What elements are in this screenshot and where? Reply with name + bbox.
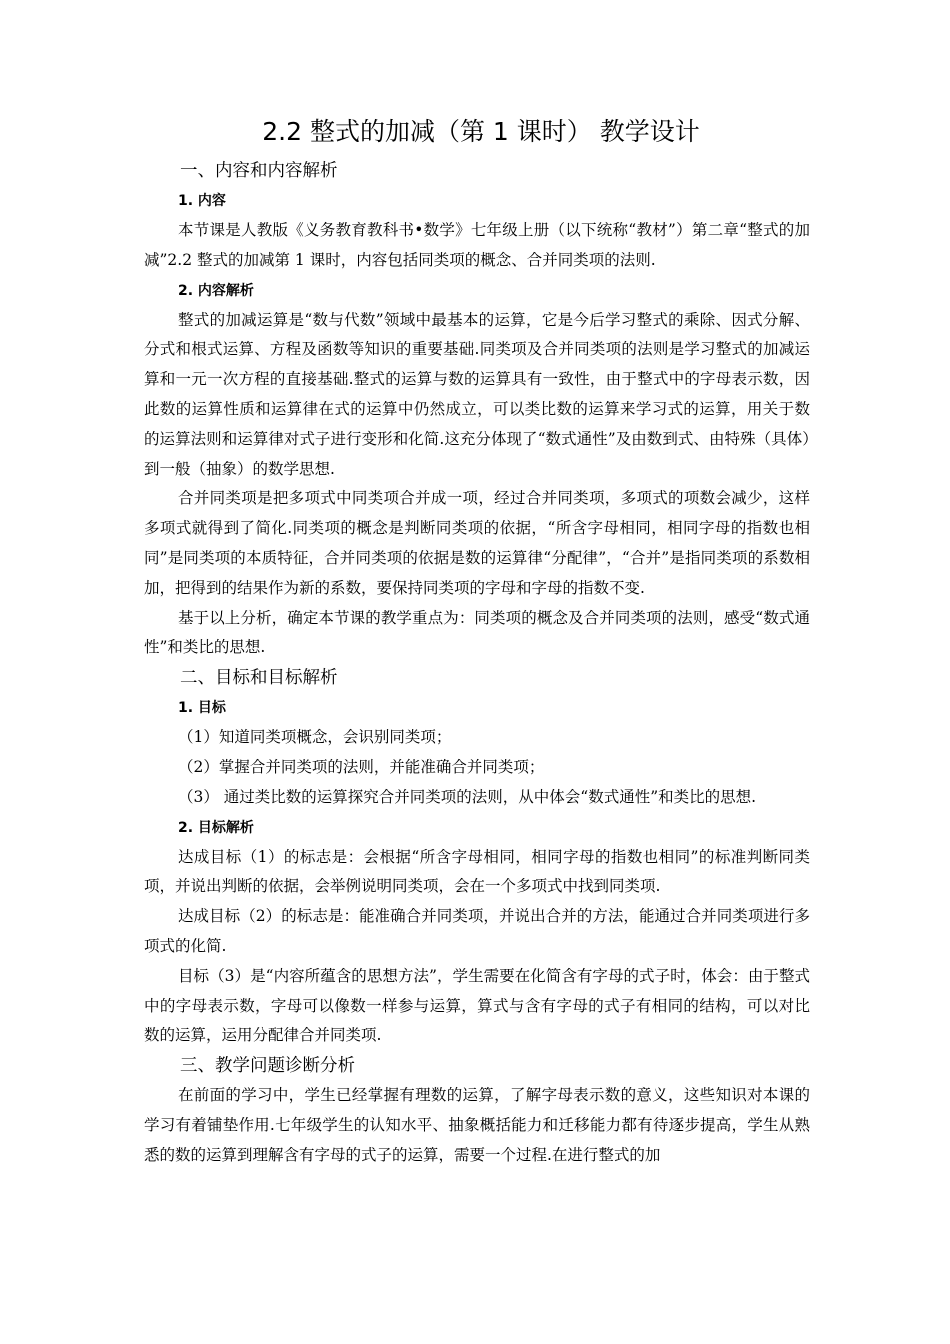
paragraph-analysis-1: 整式的加减运算是“数与代数”领域中最基本的运算，它是今后学习整式的乘除、因式分解、分式和根式运算、方程及函数等知识的重要基础.同类项及合并同类项的法则是学习整式的加减运算和一元一次方程的直接基础.整式的运算与数的运算具有一致性，由于整式中的字母表示数，因此数的运算性质和运算律在式的运算中仍然成立，可以类比数的运算来学习式的运算，用关于数的运算法则和运算律对式子进行变形和化简.这充分体现了“数式通性”及由数到式、由特殊（具体）到一般（抽象）的数学思想. xyxy=(144,310,810,478)
subsection-heading-goal-analysis: 2. 目标解析 xyxy=(178,819,254,836)
document-title: 2.2 整式的加减（第 1 课时） 教学设计 xyxy=(262,117,700,146)
goal-item-3: （3） 通过类比数的运算探究合并同类项的法则，从中体会“数式通性”和类比的思想. xyxy=(178,787,757,806)
section-heading-diagnosis: 三、教学问题诊断分析 xyxy=(180,1056,355,1077)
paragraph-analysis-2: 合并同类项是把多项式中同类项合并成一项，经过合并同类项，多项式的项数会减少，这样多项式就得到了简化.同类项的概念是判断同类项的依据，“所含字母相同，相同字母的指数也相同”是同类项的本质特征，合并同类项的依据是数的运算律“分配律”，“合并”是指同类项的系数相加，把得到的结果作为新的系数，要保持同类项的字母和字母的指数不变. xyxy=(144,489,810,597)
document-page xyxy=(144,112,810,1171)
section-heading-goals: 二、目标和目标解析 xyxy=(180,668,338,689)
subsection-heading-content: 1. 内容 xyxy=(178,193,226,209)
section-heading-content: 一、内容和内容解析 xyxy=(180,161,338,181)
goal-item-2: （2）掌握合并同类项的法则，并能准确合并同类项； xyxy=(178,757,545,776)
paragraph-goal-analysis-1: 达成目标（1）的标志是：会根据“所含字母相同，相同字母的指数也相同”的标准判断同类项，并说出判断的依据，会举例说明同类项，会在一个多项式中找到同类项. xyxy=(144,847,810,896)
paragraph-content: 本节课是人教版《义务教育教科书•数学》七年级上册（以下统称“教材”）第二章“整式的加减”2.2 整式的加减第 1 课时，内容包括同类项的概念、合并同类项的法则. xyxy=(144,221,810,269)
subsection-heading-content-analysis: 2. 内容解析 xyxy=(178,282,254,299)
paragraph-diagnosis-1: 在前面的学习中，学生已经掌握有理数的运算，了解字母表示数的意义，这些知识对本课的学习有着铺垫作用.七年级学生的认知水平、抽象概括能力和迁移能力都有待逐步提高，学生从熟悉的数的运算到理解含有字母的式子的运算，需要一个过程.在进行整式的加 xyxy=(144,1086,810,1164)
paragraph-goal-analysis-3: 目标（3）是“内容所蕴含的思想方法”，学生需要在化简含有字母的式子时，体会：由于整式中的字母表示数，字母可以像数一样参与运算，算式与含有字母的式子有相同的结构，可以对比数的运算，运用分配律合并同类项. xyxy=(144,966,810,1045)
paragraph-analysis-3: 基于以上分析，确定本节课的教学重点为：同类项的概念及合并同类项的法则，感受“数式通性”和类比的思想. xyxy=(144,608,810,657)
goal-item-1: （1）知道同类项概念，会识别同类项； xyxy=(178,728,452,747)
subsection-heading-goals: 1. 目标 xyxy=(178,700,226,717)
paragraph-goal-analysis-2: 达成目标（2）的标志是：能准确合并同类项，并说出合并的方法，能通过合并同类项进行多项式的化简. xyxy=(144,907,810,955)
